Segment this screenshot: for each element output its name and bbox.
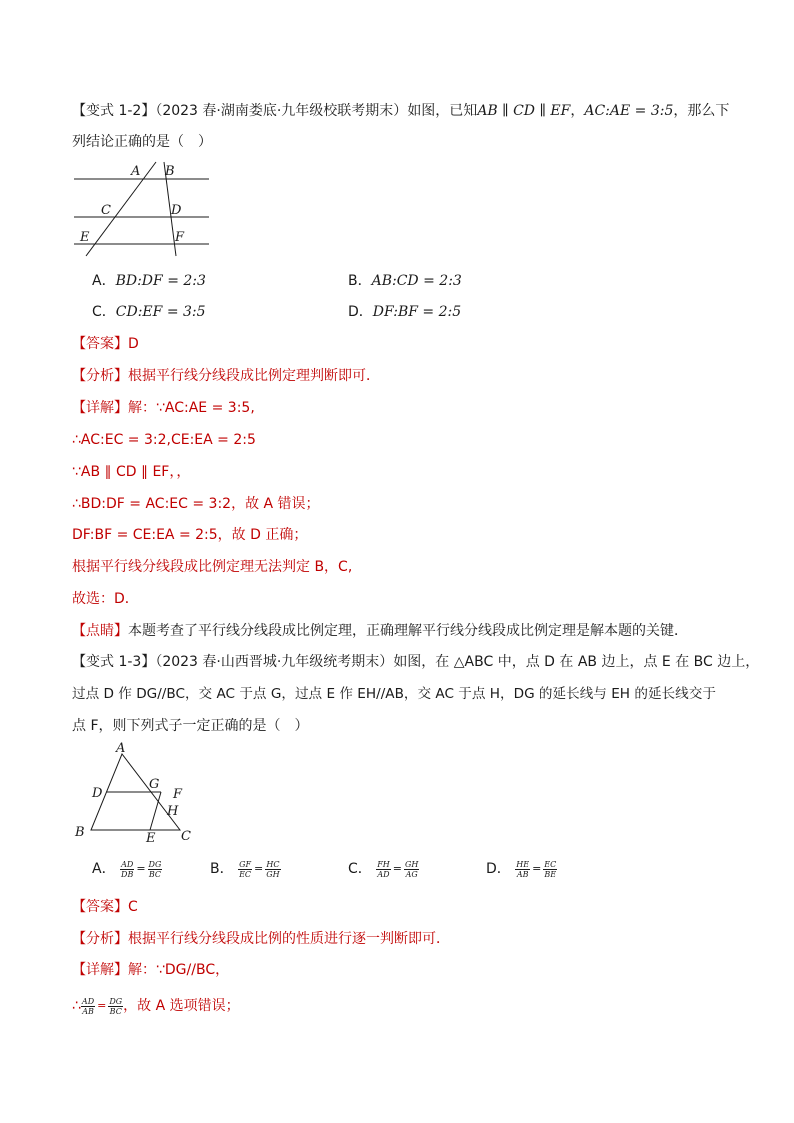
q12-label-d: D: [171, 203, 182, 218]
q13-option-a-letter: A．: [92, 861, 116, 877]
q13-option-c-frac-left: [376, 860, 391, 879]
q12-analysis: [72, 366, 380, 386]
q12-option-c-expr: CD:EF = 3:5: [115, 304, 206, 320]
denominator: BC: [148, 869, 162, 879]
q13-stem-text-1: 如图，在 △ABC 中，点 D 在 AB 边上，点 E 在 BC 边上，: [393, 654, 760, 670]
q13-stem-line1: [72, 652, 759, 672]
q12-transversal-ae: [86, 162, 156, 256]
q12-stem-line2: 列结论正确的是（ ）: [72, 134, 212, 150]
q12-detail-line-5: DF:BF = CE:EA = 2:5，故 D 正确；: [72, 527, 308, 543]
q13-option-c[interactable]: [348, 859, 419, 879]
q12-stem-text: 如图，已知: [407, 103, 478, 119]
q13-analysis-text: 根据平行线分线段成比例的性质进行逐一判断即可．: [128, 931, 450, 947]
q12-comment-tag: 【点睛】: [72, 623, 128, 639]
q12-detail-line-2: ∴AC:EC = 3:2,CE:EA = 2:5: [72, 432, 256, 448]
numerator: HC: [266, 859, 280, 869]
q13-label-a: A: [116, 741, 126, 756]
q13-option-c-letter: C．: [348, 861, 372, 877]
q12-detail-line-6: 根据平行线分线段成比例定理无法判定 B，C,: [72, 559, 353, 575]
q12-source: （2023 春·湖南娄底·九年级校联考期末）: [155, 103, 408, 119]
q13-tag: 【变式 1-3】: [72, 654, 156, 670]
denominator: GH: [266, 869, 280, 879]
q13-stem-line2: 过点 D 作 DG//BC，交 AC 于点 G，过点 E 作 EH//AB，交 AC 于点 H，DG 的延长线与 EH 的延长线交于: [72, 686, 716, 702]
equals-sign: =: [97, 999, 107, 1012]
numerator: DG: [109, 996, 123, 1006]
equals-sign: =: [136, 862, 146, 875]
q13-detail-frac-right: [108, 997, 123, 1016]
q13-detail-frac-left: [81, 997, 95, 1016]
q12-detail-tag: 【详解】: [72, 400, 128, 416]
q12-label-a: A: [131, 164, 141, 179]
numerator: EC: [544, 859, 557, 869]
q12-option-a-expr: BD:DF = 2:3: [115, 273, 206, 289]
q13-label-c: C: [181, 829, 191, 844]
q13-option-d[interactable]: [486, 859, 557, 879]
q12-option-d-expr: DF:BF = 2:5: [372, 304, 462, 320]
equals-sign: =: [532, 862, 542, 875]
q13-option-a-frac-right: [148, 860, 163, 879]
q13-option-b-letter: B．: [210, 861, 234, 877]
q12-label-c: C: [101, 203, 111, 218]
q12-detail-line-4: ∴BD:DF = AC:EC = 3:2，故 A 错误；: [72, 496, 320, 512]
q12-option-b[interactable]: [348, 271, 462, 291]
q12-comment: [72, 621, 688, 641]
denominator: BE: [544, 869, 557, 879]
q12-option-c[interactable]: [92, 302, 206, 322]
q13-stem-line3: 点 F，则下列式子一定正确的是（ ）: [72, 718, 309, 734]
q13-option-c-frac-right: [404, 860, 419, 879]
q13-option-b[interactable]: [210, 859, 281, 879]
q12-answer: [72, 334, 139, 354]
q12-option-b-letter: B．: [348, 273, 372, 289]
q13-analysis-tag: 【分析】: [72, 931, 128, 947]
q12-stem-comma: ，: [570, 103, 585, 119]
q12-label-f: F: [175, 230, 185, 245]
numerator: AD: [81, 996, 95, 1006]
q12-answer-value: D: [128, 336, 139, 352]
numerator: HE: [516, 859, 530, 869]
q13-detail-tag: 【详解】: [72, 962, 128, 978]
equals-sign: =: [254, 862, 264, 875]
therefore-symbol: ∴: [72, 998, 81, 1014]
q13-label-e: E: [146, 831, 156, 846]
q12-parallel-expr: AB ∥ CD ∥ EF: [477, 103, 571, 119]
q12-option-a-letter: A．: [92, 273, 116, 289]
numerator: GH: [404, 859, 419, 869]
q13-option-d-frac-right: [543, 860, 557, 879]
numerator: FH: [377, 859, 390, 869]
denominator: AB: [82, 1006, 94, 1016]
q12-analysis-text: 根据平行线分线段成比例定理判断即可．: [128, 368, 380, 384]
numerator: GF: [239, 859, 252, 869]
q13-option-a-frac-left: [120, 860, 134, 879]
q12-stem-line1: [72, 101, 729, 121]
q13-answer: [72, 897, 138, 917]
denominator: AB: [516, 869, 529, 879]
q13-label-h: H: [167, 804, 179, 819]
q13-detail-text-1: 解：∵DG//BC，: [128, 962, 230, 978]
q12-detail-line-1: [72, 398, 255, 418]
q12-stem-tail: ，那么下: [673, 103, 730, 119]
q13-detail-text-2: ，故 A 选项错误；: [123, 998, 240, 1014]
q12-comment-text: 本题考查了平行线分线段成比例定理，正确理解平行线分线段成比例定理是解本题的关键．: [128, 623, 688, 639]
q12-detail-line-7: 故选：D．: [72, 591, 139, 607]
q13-option-d-frac-left: [515, 860, 530, 879]
q13-label-g: G: [149, 777, 160, 792]
q13-figure: [70, 740, 200, 850]
q12-analysis-tag: 【分析】: [72, 368, 128, 384]
q12-label-e: E: [80, 230, 90, 245]
denominator: EC: [239, 869, 252, 879]
q13-label-f: F: [173, 787, 183, 802]
denominator: DB: [121, 869, 134, 879]
q13-option-b-frac-left: [238, 860, 252, 879]
q12-label-b: B: [165, 164, 175, 179]
numerator: DG: [148, 859, 162, 869]
q13-option-d-letter: D．: [486, 861, 511, 877]
q13-label-b: B: [75, 825, 85, 840]
q12-detail-text-1: 解：∵AC:AE = 3:5,: [128, 400, 255, 416]
q12-ratio-expr: AC:AE = 3:5: [584, 103, 674, 119]
q12-answer-tag: 【答案】: [72, 336, 128, 352]
q13-answer-value: C: [128, 899, 138, 915]
denominator: BC: [109, 1006, 122, 1016]
q13-analysis: [72, 929, 450, 949]
q13-source: （2023 春·山西晋城·九年级统考期末）: [155, 654, 394, 670]
q12-option-d-letter: D．: [348, 304, 373, 320]
q13-detail-line-2: [72, 996, 240, 1016]
q12-option-c-letter: C．: [92, 304, 116, 320]
q12-option-a[interactable]: [92, 271, 206, 291]
q13-answer-tag: 【答案】: [72, 899, 128, 915]
numerator: AD: [121, 859, 134, 869]
q13-option-a[interactable]: [92, 859, 162, 879]
q12-detail-line-3: ∵AB ∥ CD ∥ EF，，: [72, 464, 191, 480]
q12-option-b-expr: AB:CD = 2:3: [371, 273, 462, 289]
denominator: AD: [377, 869, 390, 879]
q13-option-b-frac-right: [265, 860, 280, 879]
q13-detail-line-1: [72, 960, 229, 980]
q13-label-d: D: [92, 786, 103, 801]
denominator: AG: [405, 869, 418, 879]
q12-figure: [70, 160, 215, 260]
q12-tag: 【变式 1-2】: [72, 103, 156, 119]
equals-sign: =: [392, 862, 402, 875]
q12-option-d[interactable]: [348, 302, 461, 322]
